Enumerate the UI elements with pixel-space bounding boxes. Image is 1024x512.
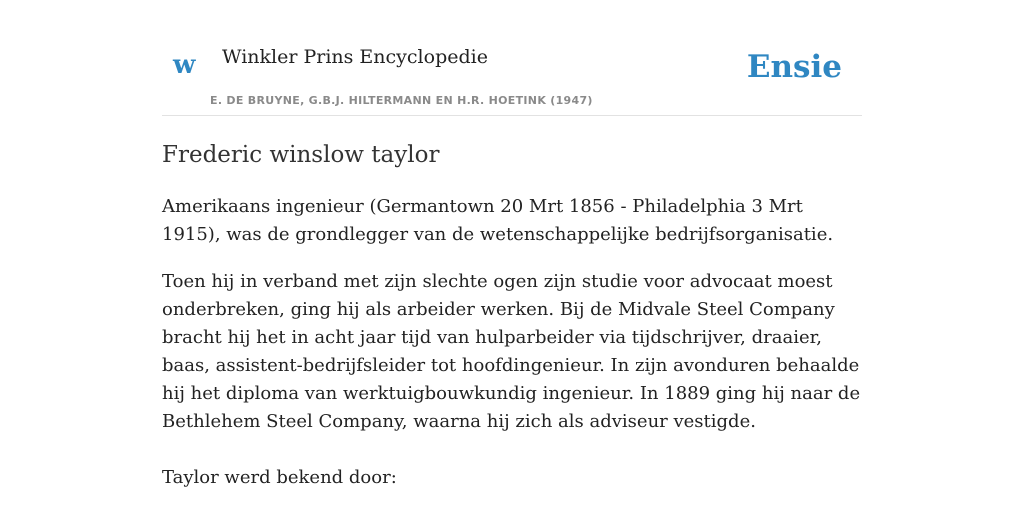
article-title: Frederic winslow taylor	[162, 142, 440, 168]
ensie-logo[interactable]: Ensie	[746, 49, 842, 85]
publication-authors: E. DE BRUYNE, G.B.J. HILTERMANN EN H.R. HOETINK (1947)	[210, 94, 593, 107]
publication-title[interactable]: Winkler Prins Encyclopedie	[222, 46, 488, 68]
publication-header	[162, 0, 862, 116]
page	[162, 0, 862, 492]
article-paragraph: Toen hij in verband met zijn slechte ogen zijn studie voor advocaat moest onderbreken, ging hij als arbeider werken. Bij de Midvale Steel Company bracht hij het in acht jaar tijd van hulparbeider via tijdschrijver, draaier, baas, assistent-bedrijfsleider tot hoofdingenieur. In zijn avonduren behaalde hij het diploma van werktuigbouwkundig ingenieur. In 1889 ging hij naar de Bethlehem Steel Company, waarna hij zich als adviseur vestigde.	[162, 271, 861, 432]
winkler-prins-logo-icon[interactable]: w	[173, 50, 196, 80]
article-paragraph: Amerikaans ingenieur (Germantown 20 Mrt 1856 - Philadelphia 3 Mrt 1915), was de grondlegger van de wetenschappelijke bedrijfsorganisatie.	[162, 196, 834, 245]
article-paragraph: Taylor werd bekend door:	[162, 467, 397, 488]
